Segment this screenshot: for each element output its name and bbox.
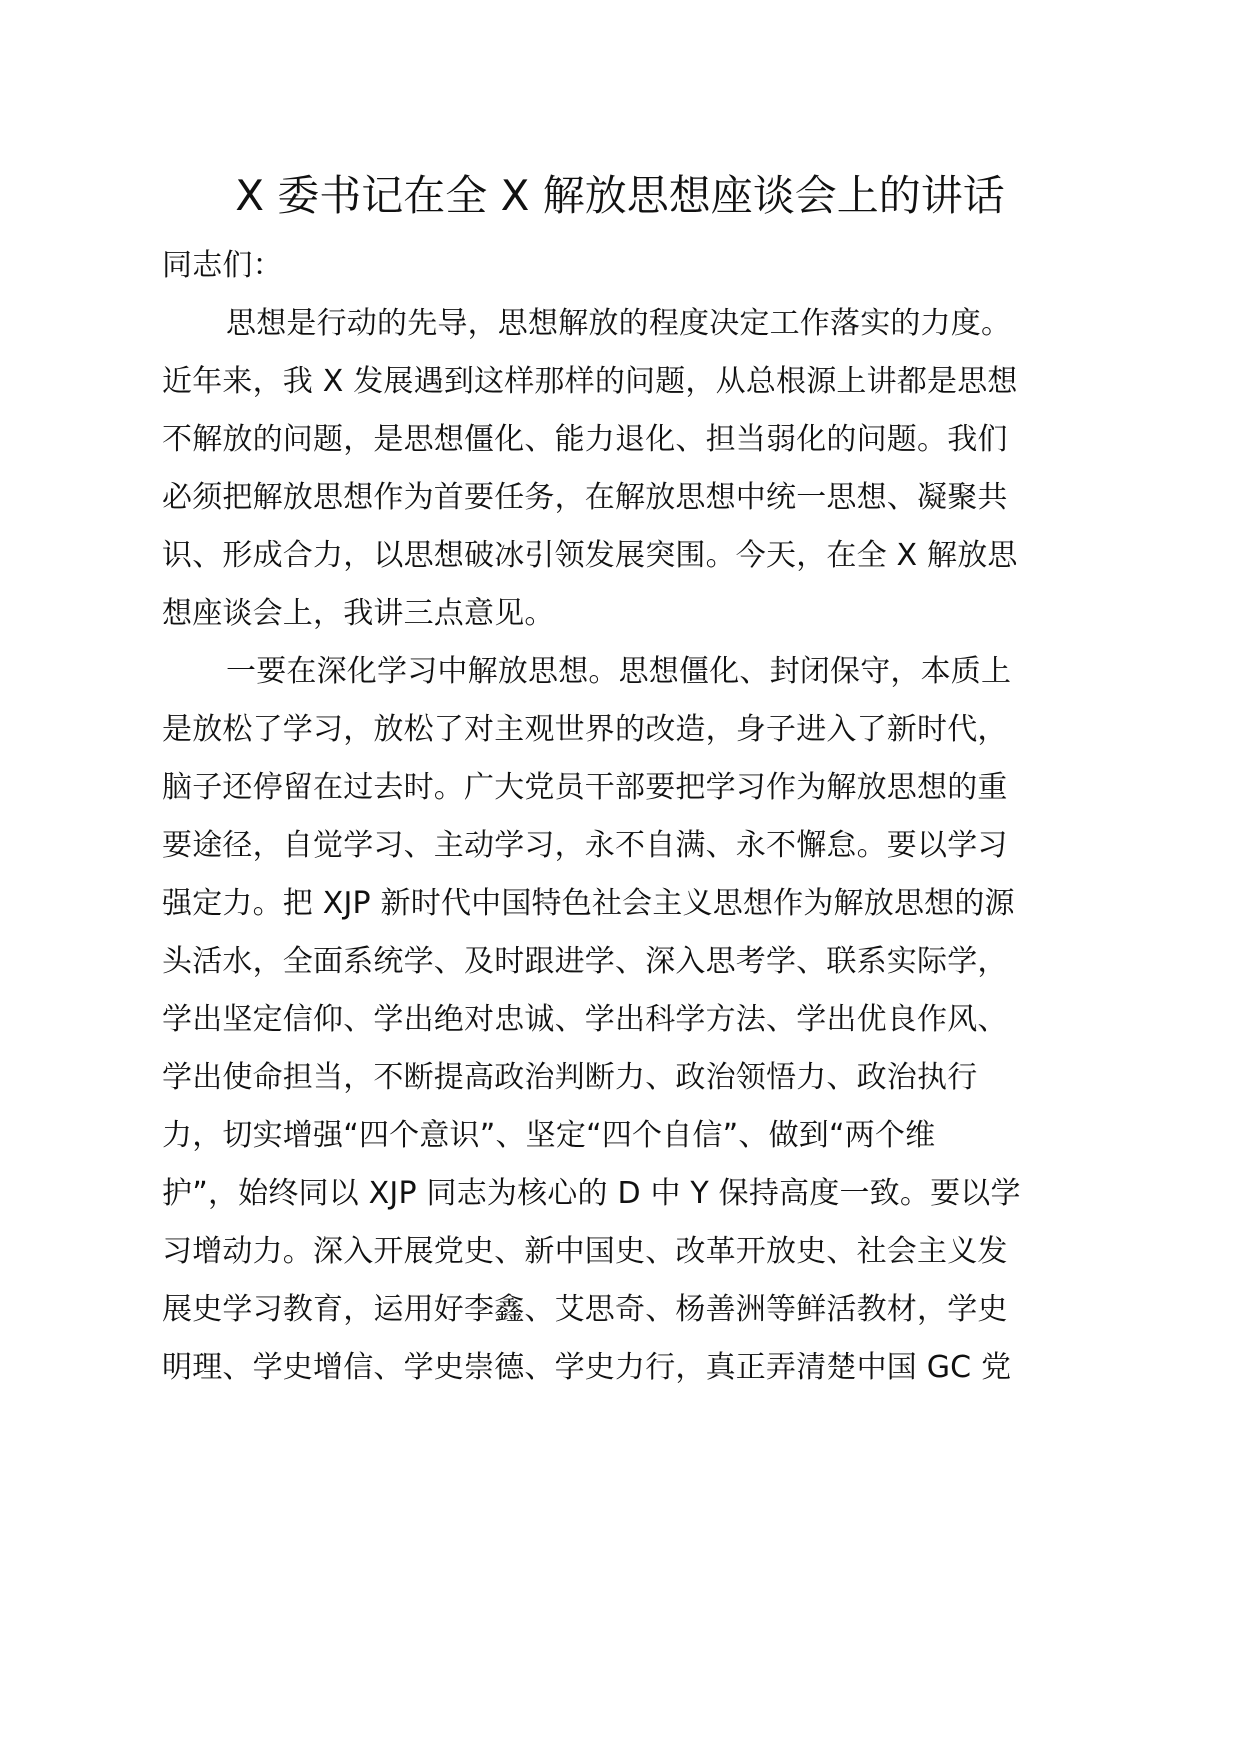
paragraph-line: 识、形成合力，以思想破冰引领发展突围。今天，在全 X 解放思: [162, 538, 1018, 573]
salutation: 同志们：: [162, 248, 283, 283]
paragraph-line: 展史学习教育，运用好李鑫、艾思奇、杨善洲等鲜活教材，学史: [162, 1292, 1008, 1327]
paragraph-line: 习增动力。深入开展党史、新中国史、改革开放史、社会主义发: [162, 1234, 1008, 1269]
paragraph-line: 必须把解放思想作为首要任务，在解放思想中统一思想、凝聚共: [162, 480, 1008, 515]
paragraph-line: 思想是行动的先导，思想解放的程度决定工作落实的力度。: [226, 306, 1012, 341]
paragraph-line: 力，切实增强“四个意识”、坚定“四个自信”、做到“两个维: [162, 1118, 936, 1153]
paragraph-line: 明理、学史增信、学史崇德、学史力行，真正弄清楚中国 GC 党: [162, 1350, 1012, 1385]
paragraph-line: 不解放的问题，是思想僵化、能力退化、担当弱化的问题。我们: [162, 422, 1008, 457]
paragraph-line: 头活水，全面系统学、及时跟进学、深入思考学、联系实际学，: [162, 944, 1008, 979]
paragraph-line: 近年来，我 X 发展遇到这样那样的问题，从总根源上讲都是思想: [162, 364, 1018, 399]
paragraph-line: 学出使命担当，不断提高政治判断力、政治领悟力、政治执行: [162, 1060, 978, 1095]
paragraph-line: 强定力。把 XJP 新时代中国特色社会主义思想作为解放思想的源: [162, 886, 1015, 921]
paragraph-line: 一要在深化学习中解放思想。思想僵化、封闭保守，本质上: [226, 654, 1012, 689]
paragraph-line: 学出坚定信仰、学出绝对忠诚、学出科学方法、学出优良作风、: [162, 1002, 1008, 1037]
paragraph-line: 脑子还停留在过去时。广大党员干部要把学习作为解放思想的重: [162, 770, 1008, 805]
paragraph-line: 是放松了学习，放松了对主观世界的改造，身子进入了新时代，: [162, 712, 1008, 747]
paragraph-line: 护”，始终同以 XJP 同志为核心的 D 中 Y 保持高度一致。要以学: [162, 1176, 1021, 1211]
paragraph-line: 想座谈会上，我讲三点意见。: [162, 596, 555, 631]
document-title: X 委书记在全 X 解放思想座谈会上的讲话: [235, 171, 1005, 220]
paragraph-line: 要途径，自觉学习、主动学习，永不自满、永不懈怠。要以学习: [162, 828, 1008, 863]
